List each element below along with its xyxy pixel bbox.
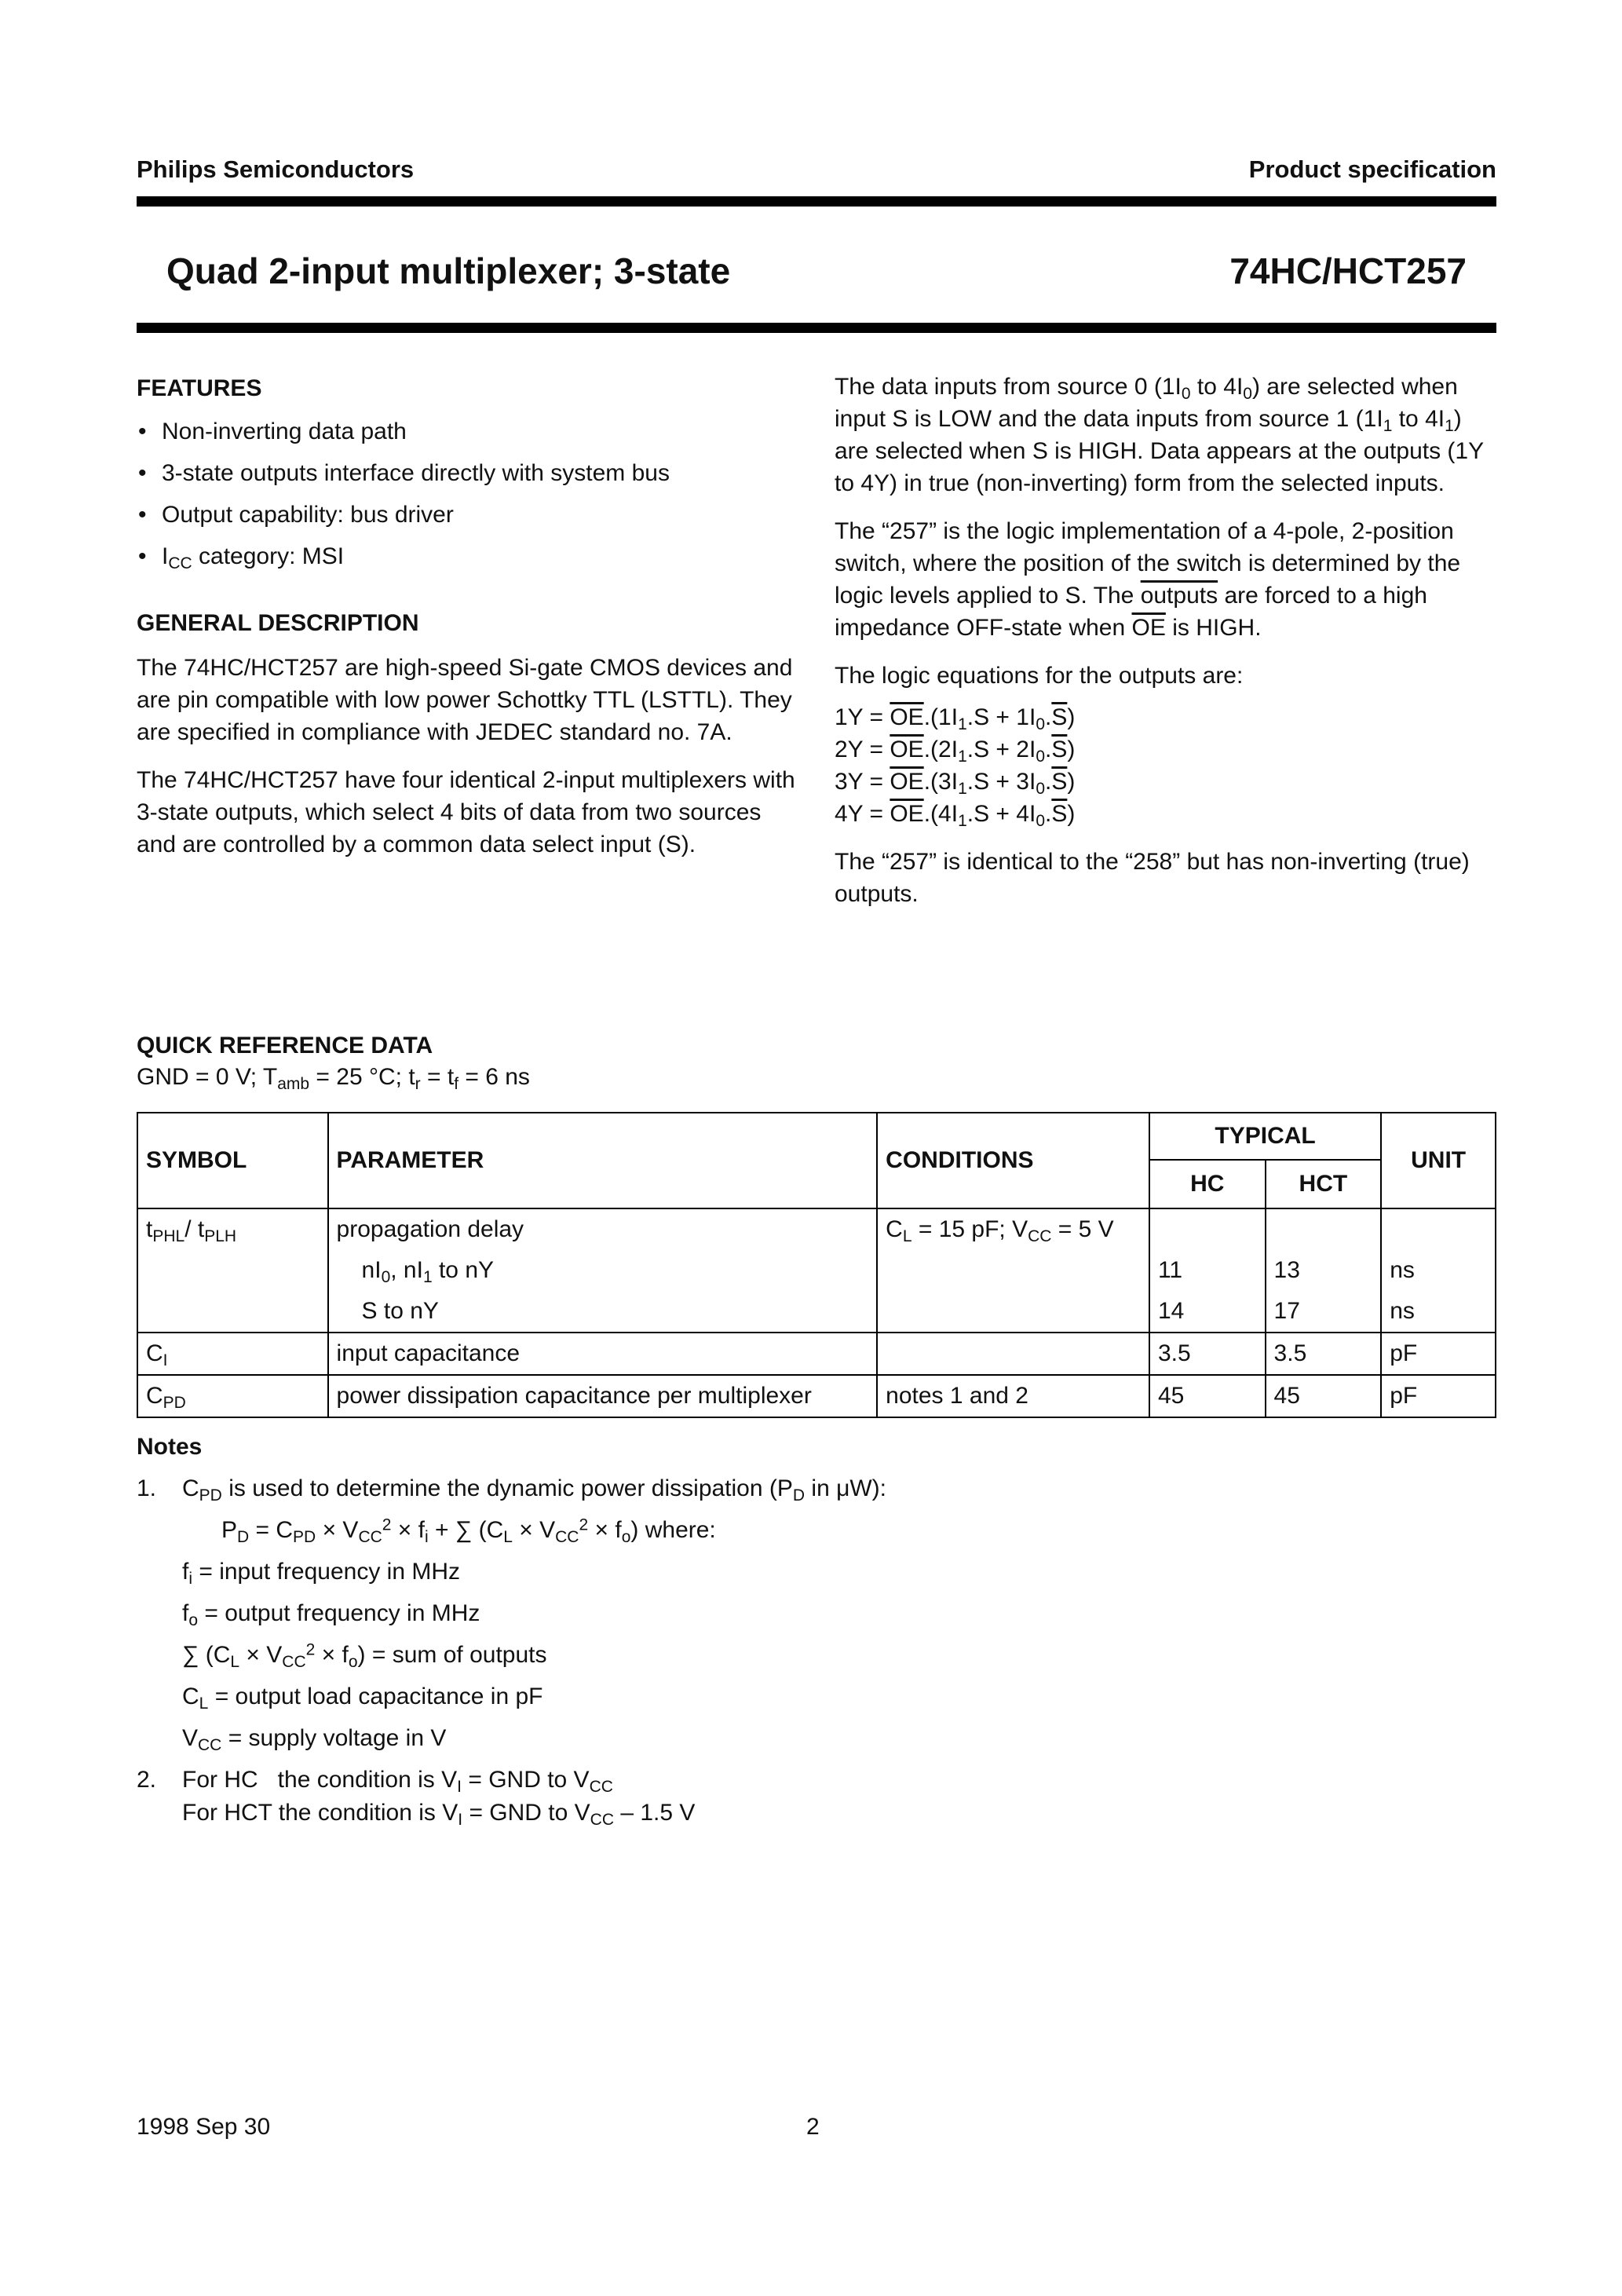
table-row xyxy=(137,1375,1496,1417)
company-name: Philips Semiconductors xyxy=(137,155,415,183)
list-item: • 3-state outputs interface directly with system bus xyxy=(137,457,796,489)
column-header-typical: TYPICAL xyxy=(1149,1113,1381,1160)
cell-conditions: notes 1 and 2 xyxy=(877,1375,1149,1417)
document-type: Product specification xyxy=(1248,155,1496,183)
equation-line: $3Y = \overline{OE}.(3I_1.S + 3I_0.\overline{S})$ xyxy=(835,769,1076,798)
cell-unit: pF xyxy=(1381,1375,1496,1417)
cell-hct: 3.5 xyxy=(1266,1333,1382,1375)
column-header-hc: HC xyxy=(1149,1160,1266,1208)
column-header-parameter: PARAMETER xyxy=(328,1113,878,1208)
cell-hc: 11 14 xyxy=(1149,1208,1266,1333)
cell-conditions: $C_L = 15$ pF; $V_{CC} = 5$ V xyxy=(877,1208,1149,1333)
table-row xyxy=(137,1333,1496,1375)
right-column xyxy=(835,371,1498,926)
cell-symbol: $C_I$ xyxy=(137,1333,328,1375)
column-header-symbol: SYMBOL xyxy=(137,1113,328,1208)
left-column xyxy=(137,372,796,876)
power-equation: $P_D = C_{PD} \times V_{CC}^2 \times f_i$ + ∑ $(C_L \times V_{CC}^2 \times f_o)$ where: xyxy=(221,1515,716,1546)
notes-section xyxy=(137,1426,1496,1830)
equation-line: $1Y = \overline{OE}.(1I_1.S + 1I_0.\overline{S})$ xyxy=(835,704,1076,733)
switch-paragraph: The “257” is the logic implementation of a 4-pole, 2-position switch, where the position of the switch is determined by the logic levels applied to S. The outputs are forced to a high impedance OFF-state when $\overline{OE}$ is HIGH. xyxy=(835,518,1461,641)
cell-conditions xyxy=(877,1333,1149,1375)
cell-symbol: $C_{PD}$ xyxy=(137,1375,328,1417)
part-number: 74HC/HCT257 xyxy=(1229,250,1467,291)
features-heading: FEATURES xyxy=(137,375,262,401)
cell-parameter: propagation delay $nI_0$, $nI_1$ to nY S to nY xyxy=(328,1208,878,1333)
general-description-p1: The 74HC/HCT257 are high-speed Si-gate CMOS devices and are pin compatible with low power Schottky TTL (LSTTL). They are specified in compliance with JEDEC standard no. 7A. xyxy=(137,655,793,745)
quick-reference-conditions: GND = 0 V; $T_{amb} = 25$ °C; $t_r = t_f = 6$ ns xyxy=(137,1064,530,1093)
list-item: • Output capability: bus driver xyxy=(137,499,796,531)
logic-equations-intro: The logic equations for the outputs are: xyxy=(835,663,1244,689)
data-inputs-paragraph: The data inputs from source 0 ($1I_0$ to $4I_0$) are selected when input S is LOW and the data inputs from source 1 ($1I_1$ to $4I_1$) are selected when S is HIGH. Data appears at the outputs (1Y to 4Y) in true (non-inverting) form from the selected inputs. xyxy=(835,374,1484,496)
table-row xyxy=(137,1208,1496,1333)
table-header-row xyxy=(137,1113,1496,1160)
column-header-hct: HCT xyxy=(1266,1160,1382,1208)
quick-reference-heading: QUICK REFERENCE DATA xyxy=(137,1033,433,1058)
definition-cl: $C_L$ = output load capacitance in pF xyxy=(182,1684,543,1713)
features-list xyxy=(137,415,796,572)
list-item: • Non-inverting data path xyxy=(137,415,796,448)
footer-date: 1998 Sep 30 xyxy=(137,2114,271,2140)
cell-hct: 45 xyxy=(1266,1375,1382,1417)
definition-vcc: $V_{CC}$ = supply voltage in V xyxy=(182,1725,447,1754)
cell-unit: ns ns xyxy=(1381,1208,1496,1333)
definition-fo: $f_o$ = output frequency in MHz xyxy=(182,1600,480,1629)
definition-fi: $f_i$ = input frequency in MHz xyxy=(182,1559,461,1588)
quick-reference-table xyxy=(137,1112,1496,1418)
cell-unit: pF xyxy=(1381,1333,1496,1375)
note-1: 1. $C_{PD}$ is used to determine the dynamic power dissipation ($P_D$ in μW): xyxy=(137,1475,887,1504)
notes-heading: Notes xyxy=(137,1434,203,1460)
logic-equations xyxy=(835,701,1498,830)
cell-hc: 45 xyxy=(1149,1375,1266,1417)
list-item: • $I_{CC}$ category: MSI xyxy=(137,540,796,572)
note-2: 2. For HC the condition is $V_I$ = GND to $V_{CC}$ For HCT the condition is $V_I$ = GND to $V_{CC} - 1.5$ V xyxy=(137,1767,696,1829)
equation-line: $2Y = \overline{OE}.(2I_1.S + 2I_0.\overline{S})$ xyxy=(835,737,1076,766)
title-rule xyxy=(137,323,1496,333)
quick-reference-section xyxy=(137,1030,1496,1093)
general-description-p2: The 74HC/HCT257 have four identical 2-input multiplexers with 3-state outputs, which select 4 bits of data from two sources and are controlled by a common data select input (S). xyxy=(137,767,795,857)
page-number: 2 xyxy=(806,2114,820,2140)
cell-hct: 13 17 xyxy=(1266,1208,1382,1333)
general-description-heading: GENERAL DESCRIPTION xyxy=(137,610,419,636)
column-header-unit: UNIT xyxy=(1381,1113,1496,1208)
cell-parameter: power dissipation capacitance per multiplexer xyxy=(328,1375,878,1417)
identical-paragraph: The “257” is identical to the “258” but has non-inverting (true) outputs. xyxy=(835,849,1470,907)
cell-symbol: $t_{PHL}/$ $t_{PLH}$ xyxy=(137,1208,328,1333)
cell-parameter: input capacitance xyxy=(328,1333,878,1375)
definition-sum: ∑ $(C_L \times V_{CC}^2 \times f_o)$ = sum of outputs xyxy=(182,1640,547,1671)
cell-hc: 3.5 xyxy=(1149,1333,1266,1375)
column-header-conditions: CONDITIONS xyxy=(877,1113,1149,1208)
page-title: Quad 2-input multiplexer; 3-state xyxy=(166,250,731,291)
header-rule xyxy=(137,196,1496,207)
equation-line: $4Y = \overline{OE}.(4I_1.S + 4I_0.\overline{S})$ xyxy=(835,801,1076,830)
